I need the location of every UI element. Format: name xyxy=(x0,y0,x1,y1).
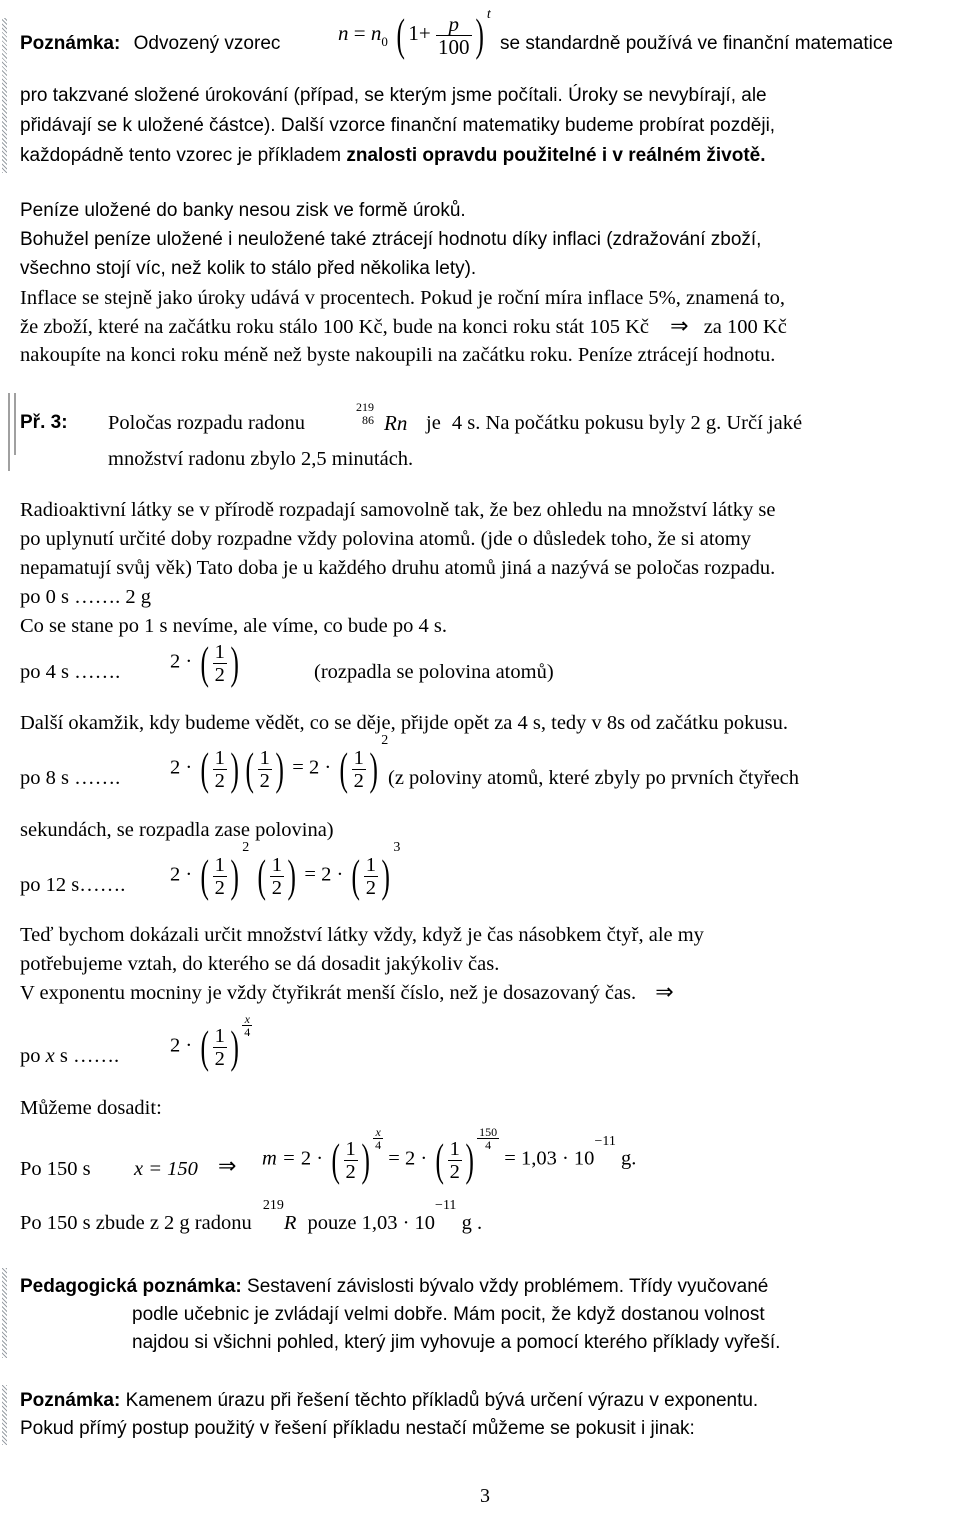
po150-eq: = xyxy=(388,1147,400,1170)
po4-label: po 4 s ……. xyxy=(20,661,121,683)
money-line5-a: že zboží, které na začátku roku stálo 100 Kč, bude na konci roku stát 105 Kč xyxy=(20,316,650,338)
pox-dot: · xyxy=(185,1034,193,1057)
po150-paren2-open: ( xyxy=(435,1134,445,1185)
final-element: R xyxy=(283,1212,297,1234)
solution-line15: Můžeme dosadit: xyxy=(20,1097,162,1119)
po8-paren2-close: ) xyxy=(275,743,284,794)
pox-den: 2 xyxy=(214,1047,225,1070)
po8-paren3-open: ( xyxy=(339,743,349,794)
pox-expression xyxy=(170,1011,252,1072)
po12-label: po 12 s……. xyxy=(20,874,126,896)
po150-one2: 1 xyxy=(449,1137,460,1160)
po8-two-r: 2 xyxy=(308,756,320,779)
po12-paren1-close: ) xyxy=(230,850,239,901)
po12-paren2-close: ) xyxy=(287,850,296,901)
formula-p: p xyxy=(436,13,472,36)
po8-eq: = xyxy=(292,756,304,779)
pox-one: 1 xyxy=(214,1024,225,1047)
implies-arrow-2: ⇒ xyxy=(655,980,674,1005)
formula-open-paren: ( xyxy=(396,9,405,60)
solution-po0: po 0 s ……. 2 g xyxy=(20,586,151,608)
m-eq: m = xyxy=(262,1147,296,1170)
po8-paren3-close: ) xyxy=(369,743,378,794)
solution-line7: Další okamžik, kdy budeme vědět, co se děje, přijde opět za 4 s, tedy v 8s od začátku pokusu. xyxy=(20,712,788,734)
po150-exp1-x: x xyxy=(373,1126,383,1139)
ped-note-label: Pedagogická poznámka: xyxy=(20,1276,242,1297)
note1-line1 xyxy=(20,32,280,56)
formula-t: t xyxy=(486,6,491,22)
formula-eq: = xyxy=(353,20,366,45)
note2-text1: Kamenem úrazu při řešení těchto příkladů bývá určení výrazu v exponentu. xyxy=(125,1390,759,1411)
po150-label: Po 150 s xyxy=(20,1158,91,1180)
po150-exp2-4: 4 xyxy=(485,1137,492,1152)
pox-exp-4: 4 xyxy=(244,1024,251,1039)
radon-symbol: Rn xyxy=(384,411,408,435)
formula-n: n xyxy=(338,20,349,45)
po12-two: 2 xyxy=(170,863,181,886)
po4-den: 2 xyxy=(214,663,225,686)
formula-100: 100 xyxy=(438,34,470,59)
pox-half xyxy=(213,1025,227,1070)
note1-prefix: Odvozený vzorec xyxy=(133,33,281,54)
po8-den3: 2 xyxy=(353,769,364,792)
formula-n0: n xyxy=(370,20,382,45)
po150-paren1-close: ) xyxy=(361,1134,370,1185)
po150-exp2-150: 150 xyxy=(479,1124,498,1139)
po150-exp1-4: 4 xyxy=(375,1137,382,1152)
solution-line13 xyxy=(20,981,674,1005)
solution-line13-text: V exponentu mocniny je vždy čtyřikrát menší číslo, než je dosazovaný čas. xyxy=(20,982,637,1004)
po150-dot: · xyxy=(316,1147,324,1170)
final-mass-number: 219 xyxy=(262,1198,284,1213)
pox-x: x xyxy=(45,1045,55,1067)
example-margin-line xyxy=(8,393,10,471)
po8-exponent: 2 xyxy=(381,732,389,748)
po150-two: 2 xyxy=(300,1147,312,1170)
po8-one3: 1 xyxy=(353,746,364,769)
po150-paren1-open: ( xyxy=(331,1134,341,1185)
final-exp: −11 xyxy=(435,1198,457,1213)
note2-line1 xyxy=(20,1389,758,1413)
pox-two: 2 xyxy=(170,1034,181,1057)
po4-expression xyxy=(170,637,242,688)
note-margin-bar xyxy=(2,18,7,173)
po150-exp1 xyxy=(373,1126,383,1151)
po12-eq: = xyxy=(304,863,316,886)
po8-one1: 1 xyxy=(214,746,225,769)
po12-two-r: 2 xyxy=(321,863,332,886)
po4-open-paren: ( xyxy=(200,637,210,688)
note1-line2: pro takzvané složené úrokování (případ, se kterým jsme počítali. Úroky se nevybírají, ale xyxy=(20,85,767,106)
note1-label: Poznámka: xyxy=(20,33,121,54)
note2-label: Poznámka: xyxy=(20,1390,121,1411)
po4-one: 1 xyxy=(214,640,225,663)
example-halflife-value: 4 s xyxy=(451,412,476,434)
po8-den1: 2 xyxy=(214,769,225,792)
po4-note: (rozpadla se polovina atomů) xyxy=(314,661,554,683)
po8-two: 2 xyxy=(170,756,181,779)
solution-line3: nepamatují svůj věk) Tato doba je u každého druhu atomů jiná a nazývá se poločas rozpadu. xyxy=(20,557,776,579)
note2-line2: Pokud přímý postup použitý v řešení příkladu nestačí můžeme se pokusit i jinak: xyxy=(20,1418,695,1439)
money-line4: Inflace se stejně jako úroky udává v procentech. Pokud je roční míra inflace 5%, znamená to, xyxy=(20,287,786,309)
po8-paren1-close: ) xyxy=(230,743,239,794)
example-label: Př. 3: xyxy=(20,412,68,433)
po4-close-paren: ) xyxy=(230,637,239,688)
po8-paren1-open: ( xyxy=(200,743,210,794)
po12-paren1-open: ( xyxy=(200,850,210,901)
po8-dot: · xyxy=(185,756,193,779)
po8-den2: 2 xyxy=(259,769,270,792)
formula-close-paren: ) xyxy=(474,9,484,60)
po150-dot-r: · xyxy=(420,1147,428,1170)
pedagogical-note-margin-bar xyxy=(2,1268,7,1358)
solution-line2: po uplynutí určité doby rozpadne vždy polovina atomů. (jde o důsledek toho, že si atomy xyxy=(20,528,752,550)
po12-one2: 1 xyxy=(271,853,282,876)
po12-den3: 2 xyxy=(365,876,376,899)
note1-line3: přidávají se k uložené částce). Další vzorce finanční matematiky budeme probírat později, xyxy=(20,115,776,136)
page-number: 3 xyxy=(480,1485,490,1507)
po8-dot-r: · xyxy=(324,756,332,779)
note1-line4 xyxy=(20,144,766,168)
example-line2: množství radonu zbylo 2,5 minutách. xyxy=(108,448,414,470)
po12-half1 xyxy=(213,854,227,899)
po12-dot-r: · xyxy=(336,863,344,886)
po8-half3 xyxy=(352,747,366,792)
po12-one3: 1 xyxy=(365,853,376,876)
po150-one1: 1 xyxy=(345,1137,356,1160)
po12-den2: 2 xyxy=(271,876,282,899)
money-line3: všechno stojí víc, než kolik to stálo před několika lety). xyxy=(20,258,477,279)
example-je: je xyxy=(426,412,441,434)
po12-paren3-open: ( xyxy=(351,850,361,901)
money-line6: nakoupíte na konci roku méně než byste nakoupili na začátku roku. Peníze ztrácejí hodnotu. xyxy=(20,344,776,366)
money-line5 xyxy=(20,315,787,339)
po4-two: 2 xyxy=(170,650,181,673)
po12-half2 xyxy=(270,854,284,899)
solution-line5: Co se stane po 1 s nevíme, ale víme, co bude po 4 s. xyxy=(20,615,447,637)
po12-one1: 1 xyxy=(214,853,225,876)
final-text-b: pouze 1,03 · 10 xyxy=(307,1212,436,1234)
po8-note: (z poloviny atomů, které zbyly po prvních čtyřech xyxy=(388,767,800,789)
ped-note-line2: podle učebnic je zvládají velmi dobře. Mám pocit, že když dostanou volnost xyxy=(132,1304,765,1325)
po8-expression xyxy=(170,732,389,794)
po8-half1 xyxy=(213,747,227,792)
final-line xyxy=(20,1198,483,1238)
po150-exp2 xyxy=(477,1126,499,1151)
po150-result: = 1,03 · 10 xyxy=(504,1147,595,1170)
final-text-c: g . xyxy=(461,1212,483,1234)
po4-half xyxy=(213,641,227,686)
solution-line12: potřebujeme vztah, do kterého se dá dosadit jakýkoliv čas. xyxy=(20,953,500,975)
implies-arrow: ⇒ xyxy=(670,314,689,339)
po12-den1: 2 xyxy=(214,876,225,899)
po12-paren3-close: ) xyxy=(381,850,390,901)
po150-result-exp: −11 xyxy=(594,1133,616,1149)
radon-nuclide-numbers xyxy=(356,401,374,427)
implies-arrow-3: ⇒ xyxy=(218,1154,237,1179)
po150-two-r: 2 xyxy=(404,1147,416,1170)
po8-label: po 8 s ……. xyxy=(20,767,121,789)
pox-close-paren: ) xyxy=(230,1021,239,1072)
pox-po: po xyxy=(20,1045,41,1067)
money-line1: Peníze uložené do banky nesou zisk ve formě úroků. xyxy=(20,200,466,221)
po8-one2: 1 xyxy=(259,746,270,769)
po8-paren2-open: ( xyxy=(245,743,255,794)
note1-line4-bold: znalosti opravdu použitelné i v reálném životě. xyxy=(346,145,766,166)
formula-fraction xyxy=(436,13,472,58)
po150-den1: 2 xyxy=(345,1160,356,1183)
example-text1: Poločas rozpadu radonu xyxy=(108,412,305,434)
pox-open-paren: ( xyxy=(200,1021,210,1072)
po12-paren2-open: ( xyxy=(257,850,267,901)
radon-mass-number: 219 xyxy=(356,400,374,414)
solution-line9: sekundách, se rozpadla zase polovina) xyxy=(20,819,334,841)
po150-result-unit: g. xyxy=(620,1147,637,1170)
po4-dot: · xyxy=(185,650,193,673)
example-margin-line-inner xyxy=(14,393,16,455)
po150-paren2-close: ) xyxy=(465,1134,474,1185)
po12-expression xyxy=(170,839,401,901)
example-text2 xyxy=(426,411,802,435)
po150-expression xyxy=(262,1124,637,1185)
pox-exp-x: x xyxy=(242,1013,252,1026)
note1-line4-a: každopádně tento vzorec je příkladem xyxy=(20,145,342,166)
final-text-a: Po 150 s zbude z 2 g radonu xyxy=(20,1212,252,1234)
solution-line11: Teď bychom dokázali určit množství látky vždy, když je čas násobkem čtyř, ale my xyxy=(20,924,704,946)
pox-label xyxy=(20,1044,119,1068)
money-line5-b: za 100 Kč xyxy=(703,316,787,338)
x-equals-150: x = 150 xyxy=(134,1158,198,1180)
pox-exponent xyxy=(242,1013,252,1038)
po150-half2 xyxy=(448,1138,462,1183)
po150-den2: 2 xyxy=(449,1160,460,1183)
po150-half1 xyxy=(344,1138,358,1183)
note2-margin-bar xyxy=(2,1385,7,1445)
ped-note-text1: Sestavení závislosti bývalo vždy problémem. Třídy vyučované xyxy=(247,1276,769,1297)
note1-suffix: se standardně používá ve finanční matematice xyxy=(500,33,893,54)
po12-exp3: 3 xyxy=(393,839,401,855)
radon-atomic-number: 86 xyxy=(362,413,374,427)
pox-s: s ……. xyxy=(59,1045,120,1067)
solution-line1: Radioaktivní látky se v přírodě rozpadají samovolně tak, že bez ohledu na množství látky se xyxy=(20,499,776,521)
formula-sub0: 0 xyxy=(381,33,388,49)
example-text3: . Na počátku pokusu byly 2 g. Určí jaké xyxy=(475,412,803,434)
po8-half2 xyxy=(258,747,272,792)
po12-dot: · xyxy=(185,863,193,886)
ped-note-line3: najdou si všichni pohled, který jim vyhovuje a pomocí kterého příklady vyřeší. xyxy=(132,1332,781,1353)
ped-note-line1 xyxy=(20,1275,768,1299)
formula-one-plus: 1+ xyxy=(408,20,431,45)
po12-half3 xyxy=(364,854,378,899)
po12-exp1: 2 xyxy=(242,839,250,855)
money-line2: Bohužel peníze uložené i neuložené také ztrácejí hodnotu díky inflaci (zdražování zboží, xyxy=(20,229,762,250)
compound-interest-formula xyxy=(338,6,491,60)
